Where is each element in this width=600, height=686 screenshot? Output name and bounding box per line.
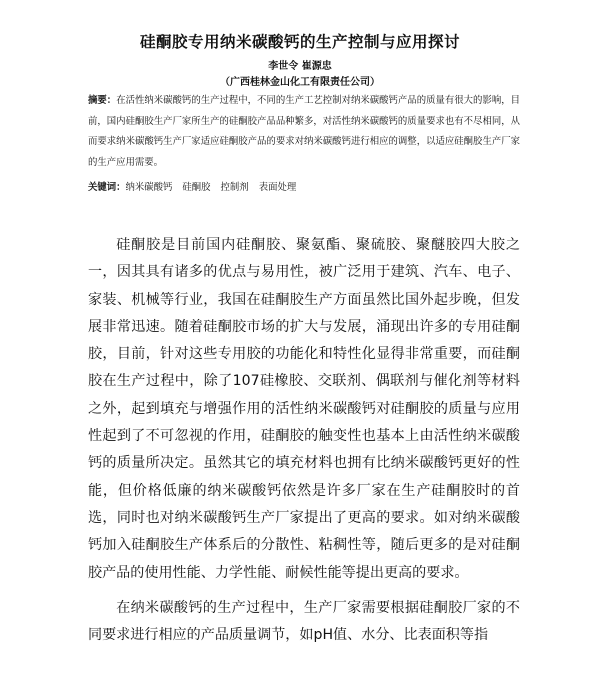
keyword: 纳米碳酸钙: [125, 182, 173, 193]
keyword: 控制剂: [220, 182, 249, 193]
body-text: [88, 232, 520, 649]
keywords-label: 关键词：: [88, 182, 126, 193]
body-paragraph: 硅酮胶是目前国内硅酮胶、聚氨酯、聚硫胶、聚醚胶四大胶之一，因其具有诸多的优点与易用性，被广泛用于建筑、汽车、电子、家装、机械等行业，我国在硅酮胶生产方面虽然比国外起步晚，但发展非常迅速。随着硅酮胶市场的扩大与发展，涌现出许多的专用硅酮胶，目前，针对这些专用胶的功能化和特性化显得非常重要，而硅酮胶在生产过程中，除了107硅橡胶、交联剂、偶联剂与催化剂等材料之外，起到填充与增强作用的活性纳米碳酸钙对硅酮胶的质量与应用性起到了不可忽视的作用，硅酮胶的触变性也基本上由活性纳米碳酸钙的质量所决定。虽然其它的填充材料也拥有比纳米碳酸钙更好的性能，但价格低廉的纳米碳酸钙依然是许多厂家在生产硅酮胶时的首选，同时也对纳米碳酸钙生产厂家提出了更高的要求。如对纳米碳酸钙加入硅酮胶生产体系后的分散性、粘稠性等，随后更多的是对硅酮胶产品的使用性能、力学性能、耐候性能等提出更高的要求。: [88, 237, 520, 581]
keywords: [88, 179, 520, 193]
paper-affiliation: （广西桂林金山化工有限责任公司）: [220, 77, 380, 88]
keyword: 硅酮胶: [182, 182, 211, 193]
abstract-label: 摘要：: [88, 95, 117, 106]
paper-authors: 李世令 崔源忠: [268, 61, 332, 72]
body-paragraph: 在纳米碳酸钙的生产过程中，生产厂家需要根据硅酮胶厂家的不同要求进行相应的产品质量调节，如pH值、水分、比表面积等指: [88, 599, 520, 644]
keyword: 表面处理: [258, 182, 297, 193]
paper-title: 硅酮胶专用纳米碳酸钙的生产控制与应用探讨: [139, 33, 460, 51]
abstract: [88, 91, 520, 173]
abstract-text: 在活性纳米碳酸钙的生产过程中，不同的生产工艺控制对纳米碳酸钙产品的质量有很大的影响，目前，国内硅酮胶生产厂家所生产的硅酮胶产品品种繁多，对活性纳米碳酸钙的质量要求也有不尽相同，从而要求纳米碳酸钙生产厂家适应硅酮胶产品的要求对纳米碳酸钙进行相应的调整，以适应硅酮胶生产厂家的生产应用需要。: [88, 95, 520, 168]
